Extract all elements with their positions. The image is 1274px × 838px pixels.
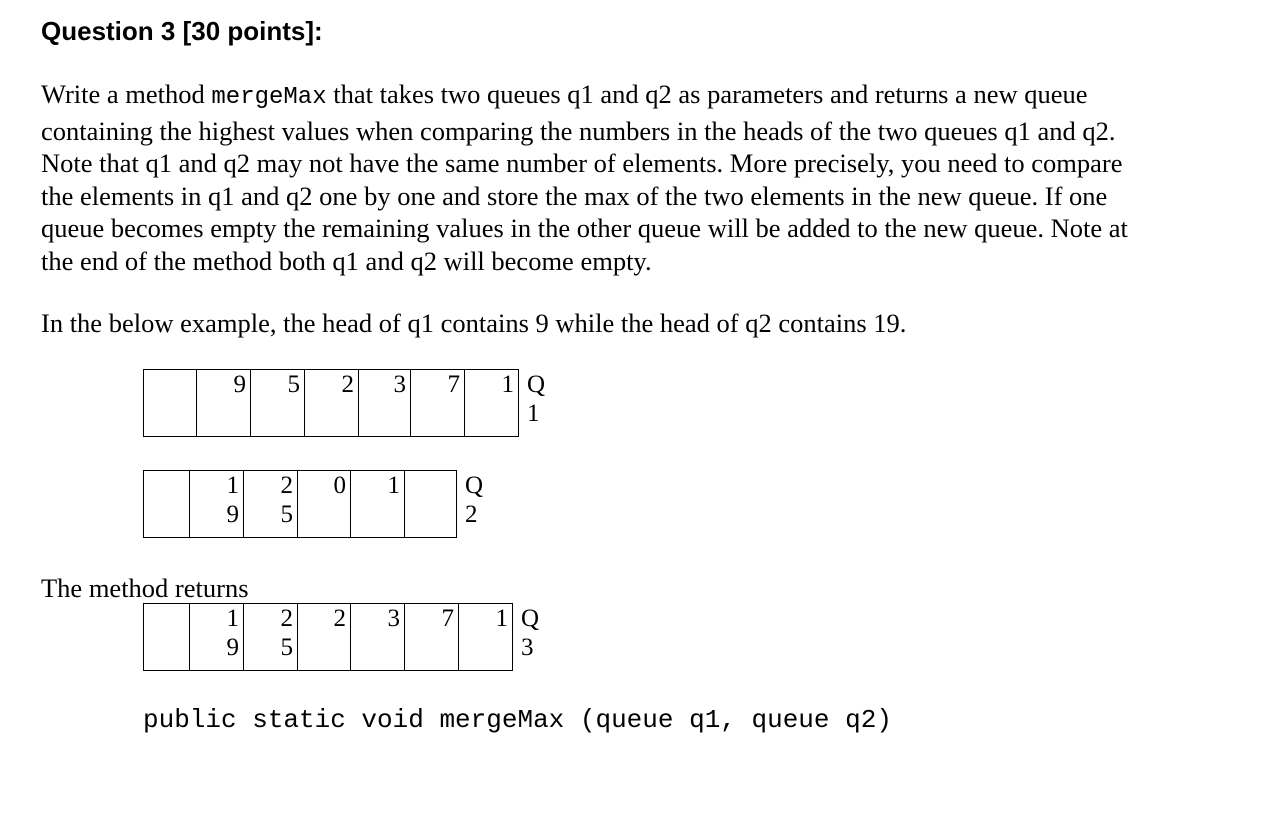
description-line-6: the end of the method both q1 and q2 will become empty. (41, 245, 652, 276)
q3-cell: 2 (298, 604, 351, 671)
q3-cell: 1 (459, 604, 513, 671)
description-line-1-end: that takes two queues q1 and q2 as parameters and returns a new queue (326, 79, 1088, 109)
description-line-2: containing the highest values when comparing the numbers in the heads of the two queues q1 and q2. (41, 115, 1116, 146)
q2-cell (405, 471, 457, 538)
example-intro: In the below example, the head of q1 contains 9 while the head of q2 contains 19. (41, 308, 907, 338)
queue-q3-table (143, 603, 555, 671)
description-line-5: queue becomes empty the remaining values in the other queue will be added to the new queue. Note at (41, 213, 1128, 243)
q3-cell: 3 (351, 604, 405, 671)
q2-cell: 1 (351, 471, 405, 538)
question-description (41, 78, 1241, 277)
q2-cell: 1 9 (190, 471, 244, 538)
q2-label: Q 2 (465, 471, 484, 528)
queue-q2-table (143, 470, 499, 538)
description-line-1 (41, 78, 1241, 115)
q1-cell: 7 (411, 370, 465, 437)
queue-q1-table (143, 369, 561, 437)
q1-cell: 1 (465, 370, 519, 437)
q1-cell: 2 (305, 370, 359, 437)
method-name-code: mergeMax (211, 84, 327, 111)
q1-cell: 3 (359, 370, 411, 437)
method-returns-text: The method returns (41, 573, 249, 603)
method-signature: public static void mergeMax (queue q1, queue q2) (143, 705, 892, 735)
q3-cell (144, 604, 190, 671)
q2-cell: 0 (298, 471, 351, 538)
question-title: Question 3 [30 points]: (41, 16, 323, 46)
q1-cell: 9 (197, 370, 251, 437)
q2-cell (144, 471, 190, 538)
q2-cell: 2 5 (244, 471, 298, 538)
description-line-3: Note that q1 and q2 may not have the same number of elements. More precisely, you need to compare (41, 148, 1123, 178)
description-line-1-start: Write a method (41, 79, 212, 109)
q3-cell: 7 (405, 604, 459, 671)
q3-label: Q 3 (521, 604, 540, 661)
q1-cell (144, 370, 197, 437)
q3-cell: 2 5 (244, 604, 298, 671)
q1-label: Q 1 (527, 370, 546, 427)
q3-cell: 1 9 (190, 604, 244, 671)
description-line-4: the elements in q1 and q2 one by one and store the max of the two elements in the new queue. If one (41, 180, 1108, 211)
q1-cell: 5 (251, 370, 305, 437)
